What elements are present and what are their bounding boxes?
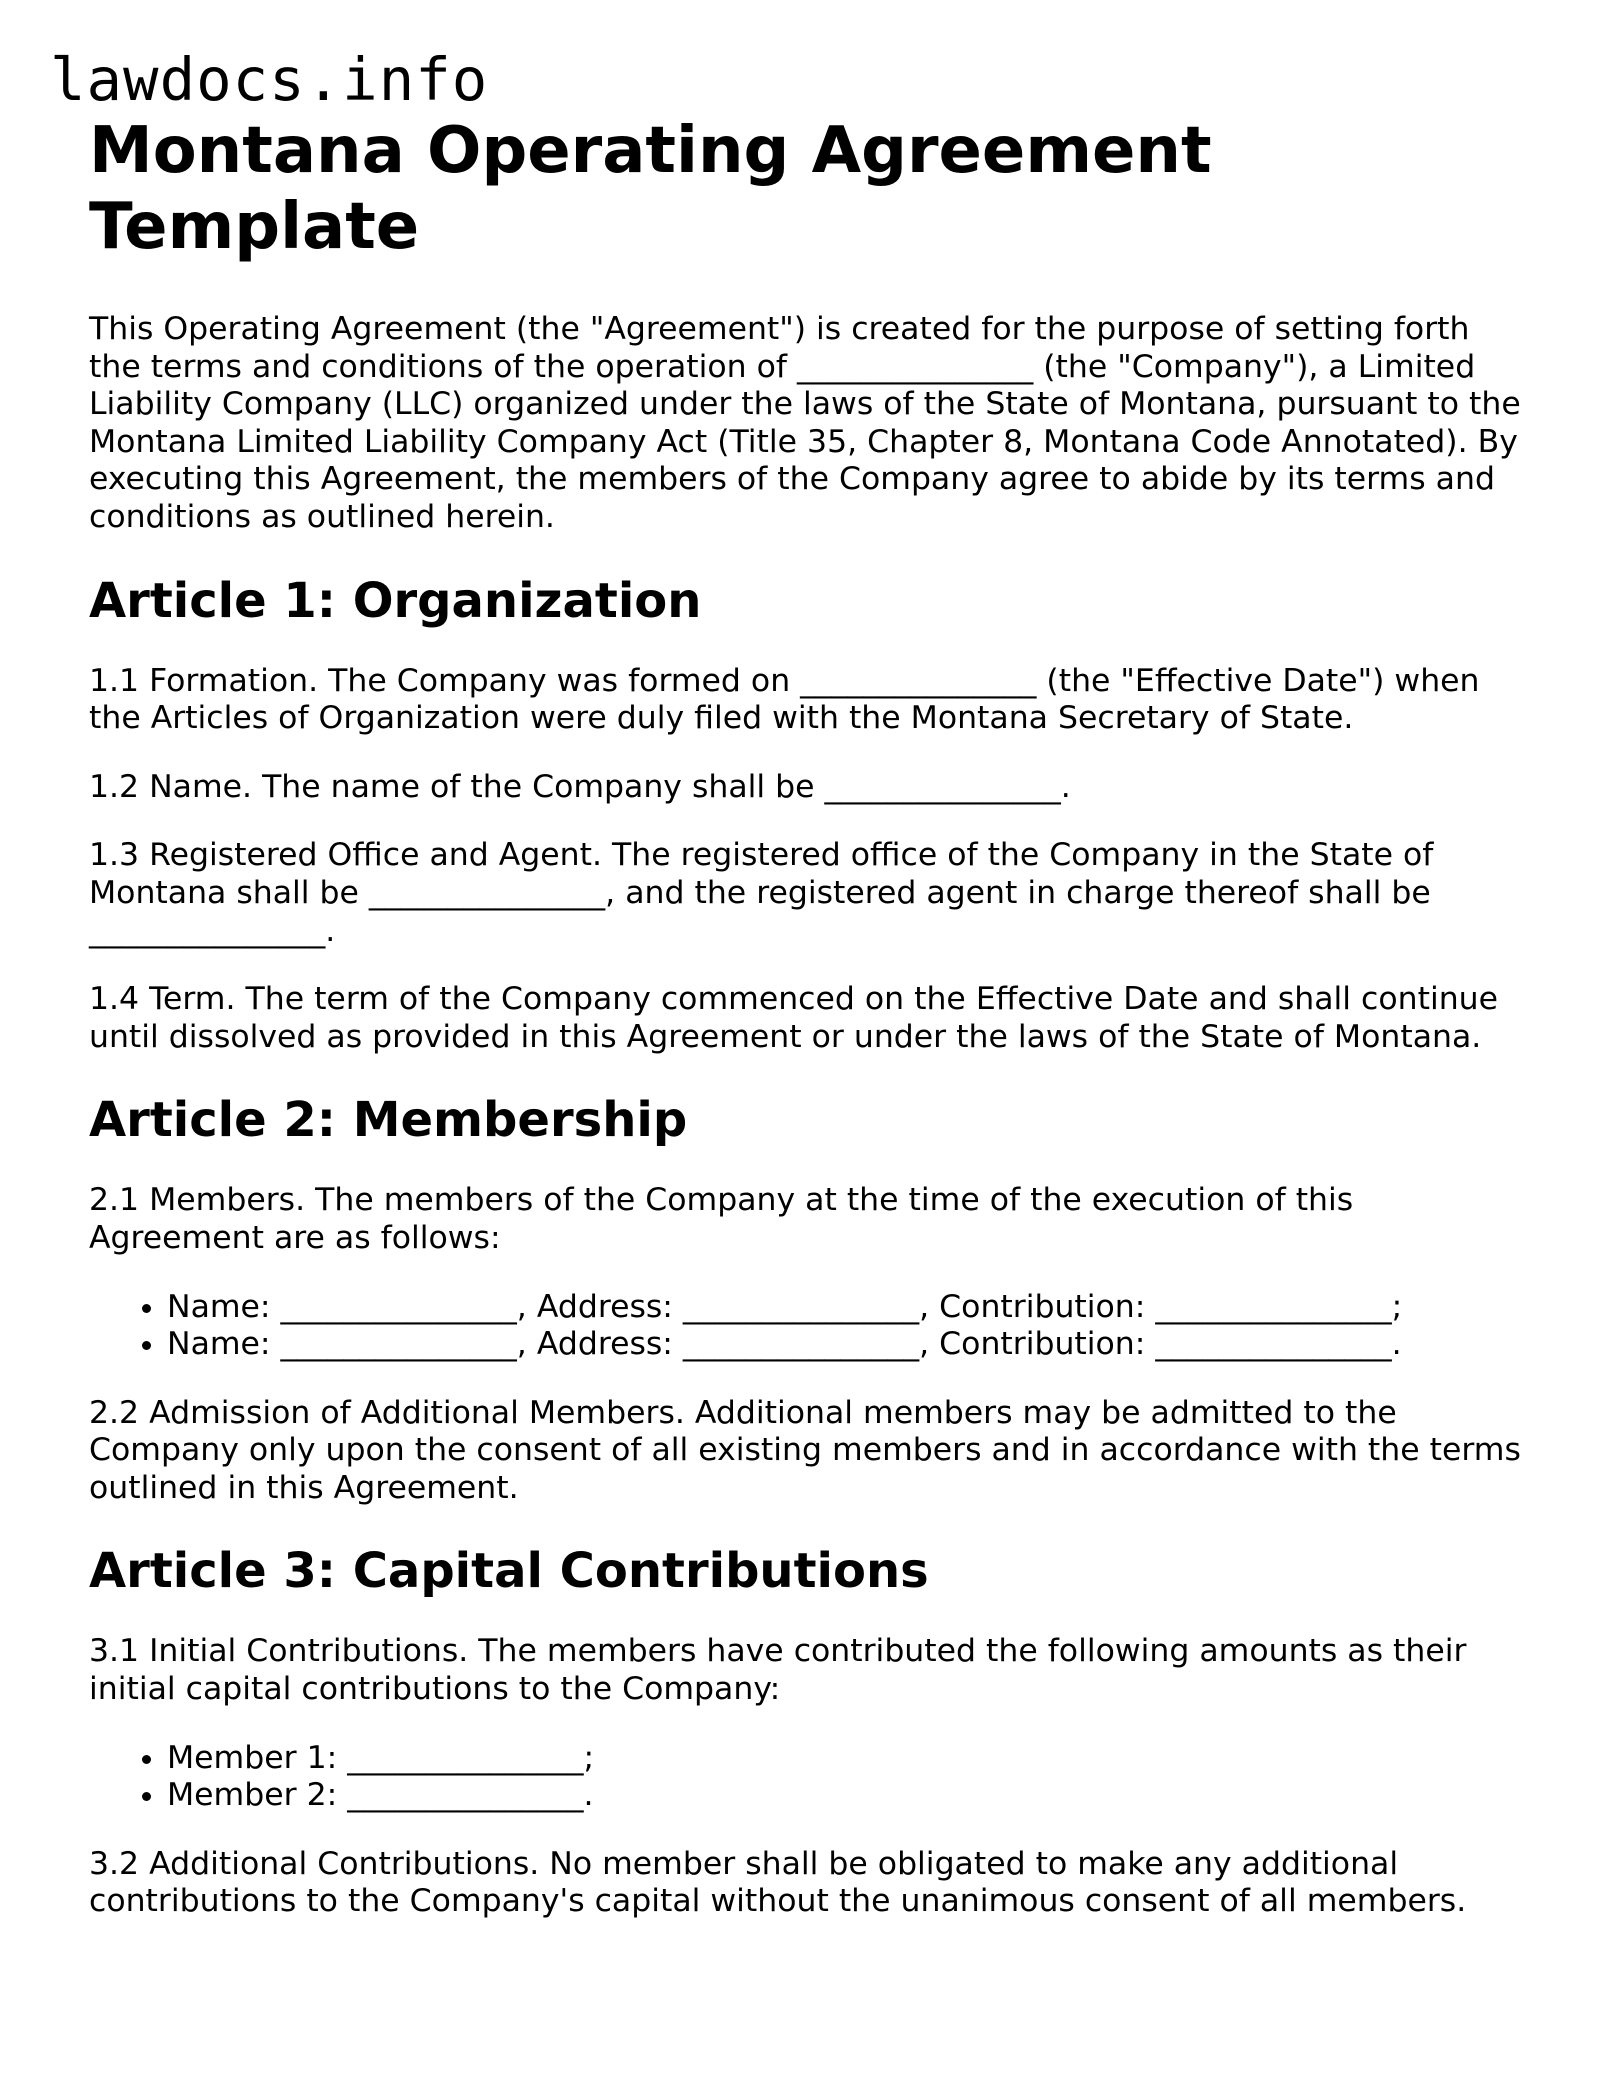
- section-2-1: 2.1 Members. The members of the Company at the time of the execution of this Agreement are as follows:: [89, 1182, 1354, 1256]
- list-item: • Member 1: _______________;: [167, 1740, 1529, 1778]
- article-3-heading: Article 3: Capital Contributions: [89, 1543, 929, 1600]
- section-3-2: 3.2 Additional Contributions. No member shall be obligated to make any additional contributions to the Company's capital without the unanimous consent of all members.: [89, 1845, 1467, 1920]
- list-item: • Member 2: _______________.: [167, 1777, 1529, 1815]
- section-1-4: 1.4 Term. The term of the Company commenced on the Effective Date and shall continue until dissolved as provided in this Agreement or under the laws of the State of Montana.: [89, 981, 1499, 1055]
- article-1-heading: Article 1: Organization: [89, 572, 702, 629]
- section-1-3: 1.3 Registered Office and Agent. The registered office of the Company in the State of Montana shall be _______________, and the registered agent in charge thereof shall be _______________.: [89, 837, 1434, 949]
- section-1-1: 1.1 Formation. The Company was formed on _______________ (the "Effective Date") when the Articles of Organization were duly filed with the Montana Secretary of State.: [89, 662, 1480, 737]
- section-2-2: 2.2 Admission of Additional Members. Additional members may be admitted to the Company only upon the consent of all existing members and in accordance with the terms outlined in this Agreement.: [89, 1394, 1521, 1506]
- article-2-heading: Article 2: Membership: [89, 1092, 688, 1149]
- list-item: • Name: _______________, Address: _______________, Contribution: _______________;: [167, 1289, 1529, 1327]
- section-1-2: 1.2 Name. The name of the Company shall be _______________.: [89, 768, 1071, 805]
- section-3-1: 3.1 Initial Contributions. The members have contributed the following amounts as their initial capital contributions to the Company:: [89, 1633, 1467, 1708]
- intro-paragraph: This Operating Agreement (the "Agreement") is created for the purpose of setting forth the terms and conditions of the operation of _______________ (the "Company"), a Limited Liability Company (LLC) organized under the laws of the State of Montana, pursuant to the Montana Limited Liability Company Act (Title 35, Chapter 8, Montana Code Annotated). By executing this Agreement, the members of the Company agree to abide by its terms and conditions as outlined herein.: [89, 311, 1521, 535]
- watermark-text: lawdocs.info: [50, 45, 489, 114]
- list-item: • Name: _______________, Address: _______________, Contribution: _______________.: [167, 1326, 1529, 1364]
- document-title: Montana Operating Agreement Template: [89, 114, 1212, 264]
- members-list: [89, 1289, 1529, 1364]
- contributions-list: [89, 1740, 1529, 1815]
- document-body: [89, 113, 1529, 1921]
